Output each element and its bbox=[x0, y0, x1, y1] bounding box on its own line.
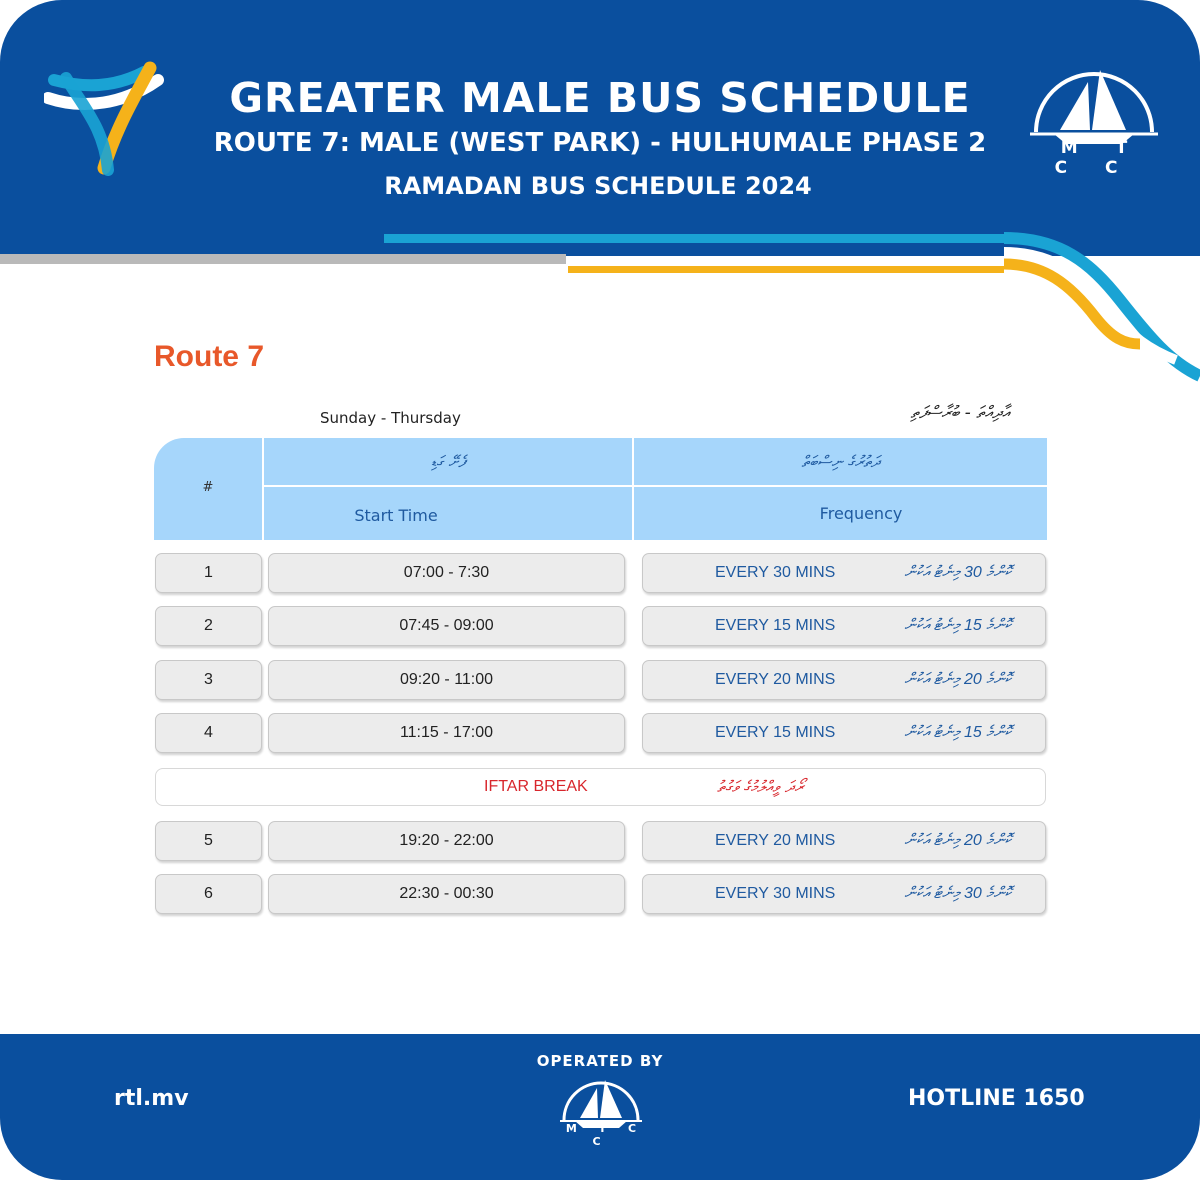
mtcc-footer-text: M T C C bbox=[565, 1122, 646, 1148]
header-divider bbox=[263, 485, 1047, 487]
row-frequency bbox=[642, 874, 1046, 914]
row-start-time: 09:20 - 11:00 bbox=[268, 660, 625, 700]
row-number: 2 bbox=[155, 606, 262, 646]
frequency-dv: ކޮންމެ 15 މިނެޓު އަކުން bbox=[904, 617, 1011, 634]
days-label-dv: އާދިއްތަ - ބުރާސްފަތި bbox=[910, 403, 1010, 423]
frequency-dv: ކޮންމެ 30 މިނެޓު އަކުން bbox=[904, 564, 1011, 581]
row-start-time: 11:15 - 17:00 bbox=[268, 713, 625, 753]
mtcc-logo-text: M T C C bbox=[1054, 138, 1144, 178]
frequency-en: EVERY 30 MINS bbox=[715, 564, 836, 581]
row-frequency bbox=[642, 713, 1046, 753]
row-start-time: 19:20 - 22:00 bbox=[268, 821, 625, 861]
route-subtitle: ROUTE 7: MALE (WEST PARK) - HULHUMALE PHASE 2 bbox=[213, 128, 987, 158]
schedule-subtitle: RAMADAN BUS SCHEDULE 2024 bbox=[384, 172, 812, 200]
iftar-break-row bbox=[155, 768, 1046, 806]
row-number: 4 bbox=[155, 713, 262, 753]
hotline-label: HOTLINE 1650 bbox=[908, 1086, 1085, 1111]
row-start-time: 07:00 - 7:30 bbox=[268, 553, 625, 593]
frequency-en: EVERY 20 MINS bbox=[715, 832, 836, 849]
operated-by-label: OPERATED BY bbox=[536, 1052, 664, 1070]
row-frequency bbox=[642, 821, 1046, 861]
row-frequency bbox=[642, 553, 1046, 593]
frequency-en: EVERY 15 MINS bbox=[715, 724, 836, 741]
row-frequency bbox=[642, 606, 1046, 646]
row-number: 1 bbox=[155, 553, 262, 593]
frequency-en: EVERY 20 MINS bbox=[715, 671, 836, 688]
row-start-time: 22:30 - 00:30 bbox=[268, 874, 625, 914]
iftar-break-label-dv: ރޯދަ ވީއްލުމުގެ ވަގުތު bbox=[717, 777, 804, 796]
frequency-dv: ކޮންމެ 30 މިނެޓު އަކުން bbox=[904, 885, 1011, 902]
header-banner bbox=[0, 0, 1200, 256]
days-label-en: Sunday - Thursday bbox=[320, 409, 461, 427]
website-link[interactable]: rtl.mv bbox=[114, 1086, 189, 1111]
frequency-dv: ކޮންމެ 20 މިނެޓު އަކުން bbox=[904, 832, 1011, 849]
iftar-break-label-en: IFTAR BREAK bbox=[484, 778, 588, 795]
route-title: Route 7 bbox=[154, 340, 265, 373]
row-start-time: 07:45 - 09:00 bbox=[268, 606, 625, 646]
row-number: 6 bbox=[155, 874, 262, 914]
frequency-dv: ކޮންމެ 20 މިނެޓު އަކުން bbox=[904, 671, 1011, 688]
row-number: 3 bbox=[155, 660, 262, 700]
frequency-en: EVERY 30 MINS bbox=[715, 885, 836, 902]
column-time-header-en: Start Time bbox=[354, 506, 438, 525]
row-number: 5 bbox=[155, 821, 262, 861]
row-frequency bbox=[642, 660, 1046, 700]
column-time-header-dv: ފެށޭ ގަޑި bbox=[430, 452, 466, 471]
frequency-dv: ކޮންމެ 15 މިނެޓު އަކުން bbox=[904, 724, 1011, 741]
page-title: GREATER MALE BUS SCHEDULE bbox=[229, 74, 971, 122]
frequency-en: EVERY 15 MINS bbox=[715, 617, 836, 634]
column-frequency-header-dv: ދަތުރުގެ ނިސްބަތް bbox=[801, 452, 880, 471]
footer-banner bbox=[0, 1034, 1200, 1180]
column-frequency-header-en: Frequency bbox=[819, 504, 903, 523]
column-number-header: # bbox=[202, 480, 214, 495]
